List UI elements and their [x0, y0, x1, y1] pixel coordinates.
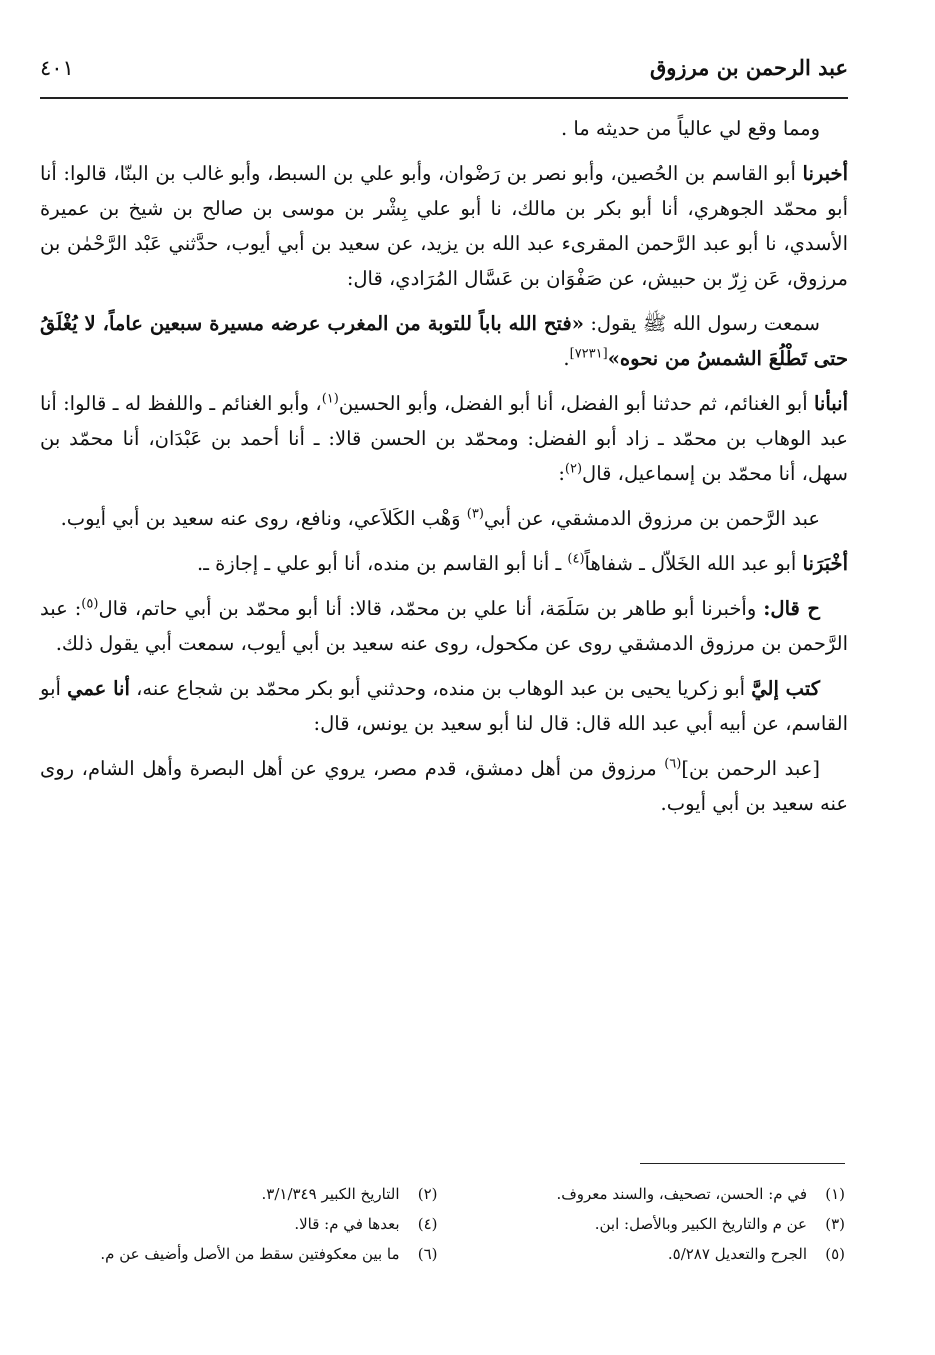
paragraph-4: أنبأنا أبو الغنائم، ثم حدثنا أبو الفضل، أنا أبو الفضل، وأبو الحسين$^{(١)}$، وأبو الغنائم ـ واللفظ له ـ قالوا: أنا عبد الوهاب بن محمّد ـ زاد أبو الفضل: ومحمّد بن الحسن قالا: ـ أنا أحمد بن عَبْدَان، أنا محمّد بن سهل، أنا محمّد بن إسماعيل، قال$^{(٢)}$:: [40, 391, 848, 485]
footnote: (٤) بعدها في م: قالا.: [294, 1215, 438, 1233]
hadith-number: [٧٢٣١]: [569, 346, 608, 362]
footnote-ref: (٤): [567, 551, 585, 567]
chain-lead-word: كتب إليَّ: [751, 677, 820, 700]
paragraph-1: ومما وقع لي عالياً من حديثه ما .: [560, 117, 820, 140]
paragraph-6: أخْبَرَنا أبو عبد الله الخَلاّل ـ شفاهاً$^{(٤)}$ ـ أنا أبو القاسم بن منده، أنا أبو علي ـ إجازة ـ.: [197, 551, 848, 575]
paragraph-2: أخبرنا أبو القاسم بن الحُصين، وأبو نصر بن رَضْوان، وأبو علي بن السبط، وأبو غالب بن البنّا، قالوا: أنا أبو محمّد الجوهري، أنا أبو بكر بن مالك، نا أبو علي بِشْر بن موسى بن صالح بن شيخ بن عميرة الأسدي، نا أبو عبد الرَّحمن المقرىء عبد الله بن يزيد، عن سعيد بن أبي أيوب، حدَّثني عَبْد الرَّحْمٰن بن مرزوق، عَن زِرّ بن حبيش، عن صَفْوَان بن عَسَّال المُرَادي، قال:: [40, 162, 848, 290]
page: [40, 55, 848, 831]
hadith-text: «فتح الله باباً للتوبة من المغرب عرضه مسيرة سبعين عاماً، لا يُغْلَقُ حتى تَطْلُعَ الشمسُ من نحوه»: [40, 312, 848, 370]
chain-lead-word: أنا عمي: [67, 677, 130, 700]
main-text: [40, 111, 848, 821]
chain-lead-word: ح قال:: [763, 597, 820, 620]
paragraph-9: [عبد الرحمن بن]$^{(٦)}$ مرزوق من أهل دمشق، قدم مصر، يروي عن أهل البصرة وأهل الشام، روى عنه سعيد بن أبي أيوب.: [40, 756, 848, 815]
footnote-ref: (٣): [466, 506, 484, 522]
footnote-ref: (١): [321, 391, 339, 407]
footnotes: [70, 1180, 845, 1268]
footnote: (٦) ما بين معكوفتين سقط من الأصل وأضيف عن م.: [100, 1245, 438, 1263]
paragraph-7: ح قال: وأخبرنا أبو طاهر بن سَلَمَة، أنا علي بن محمّد، قالا: أنا أبو محمّد بن أبي حاتم، قال$^{(٥)}$: عبد الرَّحمن بن مرزوق الدمشقي روى عن مكحول، روى عنه سعيد بن أبي أيوب، سمعت أبي يقول ذلك.: [40, 596, 848, 655]
footnote-ref: (٢): [564, 461, 583, 477]
chain-lead-word: أنبأنا: [813, 392, 848, 415]
page-number: ٤٠١: [40, 56, 74, 80]
footnote: (٢) التاريخ الكبير ٣/١/٣٤٩.: [261, 1185, 438, 1203]
paragraph-5: عبد الرَّحمن بن مرزوق الدمشقي، عن أبي$^{(٣)}$ وَهْب الكَلاَعي، ونافع، روى عنه سعيد بن أبي أيوب.: [60, 506, 820, 530]
footnote-ref: (٦): [664, 756, 682, 772]
footnote: (٣) عن م والتاريخ الكبير وبالأصل: ابن.: [594, 1215, 845, 1233]
running-header: [40, 55, 848, 99]
hadith-paragraph: سمعت رسول الله ﷺ يقول: «فتح الله باباً للتوبة من المغرب عرضه مسيرة سبعين عاماً، لا يُغْلَقُ حتى تَطْلُعَ الشمسُ من نحوه»[٧٢٣١].: [40, 312, 848, 370]
footnote: (١) في م: الحسن، تصحيف، والسند معروف.: [556, 1185, 845, 1203]
footnote-ref: (٥): [81, 596, 99, 612]
chain-lead-word: أخبرنا: [802, 162, 848, 185]
footnote-separator: [640, 1163, 845, 1164]
chain-lead-word: أخْبَرَنا: [802, 552, 848, 575]
footnote: (٥) الجرح والتعديل ٥/٢٨٧.: [667, 1245, 845, 1263]
running-title: عبد الرحمن بن مرزوق: [650, 55, 848, 80]
paragraph-8: كتب إليَّ أبو زكريا يحيى بن عبد الوهاب بن منده، وحدثني أبو بكر محمّد بن شجاع عنه، أنا عمي أبو القاسم، عن أبيه أبي عبد الله قال: قال لنا أبو سعيد بن يونس، قال:: [40, 677, 848, 735]
